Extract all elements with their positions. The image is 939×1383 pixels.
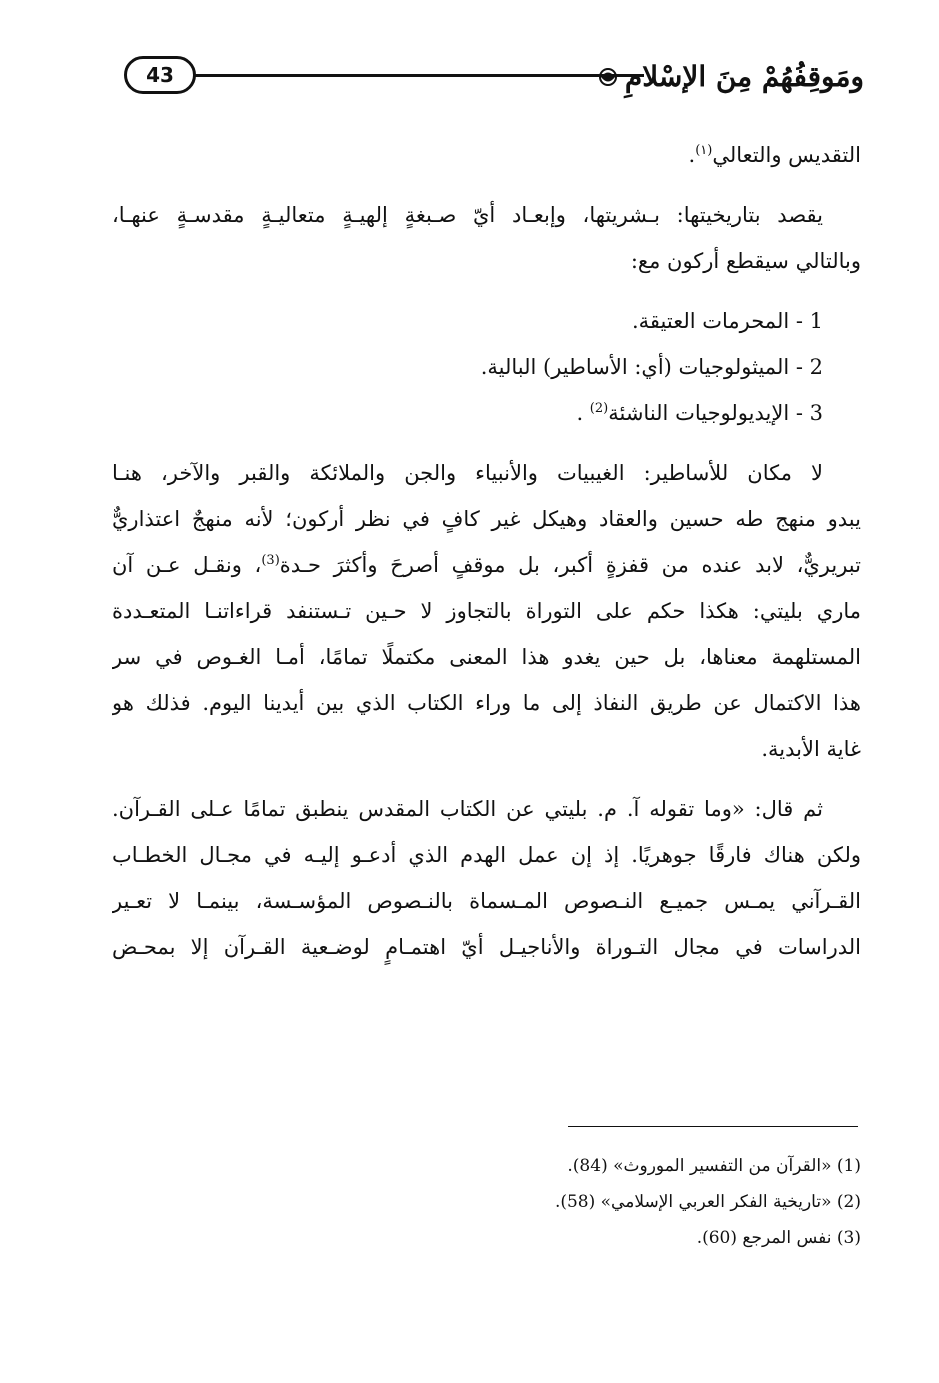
running-title: [597, 52, 864, 102]
ornament-icon: [597, 66, 619, 88]
body-text: [112, 132, 861, 970]
footnote-item: (2) «تاريخية الفكر العربي الإسلامي» (58).: [554, 1192, 861, 1212]
body-line: يبدو منهج طه حسين والعقاد وهيكل غير كافٍ في نظر أركون؛ لأنه منهجٌ اعتذاريٌّ: [112, 507, 861, 531]
body-line: غاية الأبدية.: [761, 737, 861, 761]
running-title-text: ومَوقِفُهُمْ مِنَ الإسْلامِ: [624, 60, 864, 93]
list-item: 3 - الإيديولوجيات الناشئة$^{(2)}$ .: [576, 401, 823, 425]
body-line: لا مكان للأساطير: الغيبيات والأنبياء والجن والملائكة والقبر والآخر، هنـا: [112, 461, 823, 485]
body-line: ثم قال: «وما تقوله آ. م. بليتي عن الكتاب المقدس ينطبق تمامًا عـلى القـرآن.: [112, 797, 823, 821]
footnote-rule: [568, 1126, 858, 1127]
footnote-item: (1) «القرآن من التفسير الموروث» (84).: [567, 1156, 861, 1176]
body-line: ولكن هناك فارقًا جوهريًا. إذ إن عمل الهدم الذي أدعـو إليـه في مجـال الخطـاب: [112, 843, 861, 867]
footnote-item: (3) نفس المرجع (60).: [696, 1228, 861, 1248]
footnotes: [361, 1148, 861, 1256]
footnote-ref: (١): [695, 143, 713, 158]
body-line: تبريريٌّ، لابد عنده من قفزةٍ أكبر، بل موقفٍ أصرحَ وأكثرَ حـدة$^{(3)}$، ونقـل عـن آن: [112, 553, 861, 577]
body-line: ماري بليتي: هكذا حكم على التوراة بالتجاوز لا حـين تـستنفد قراءاتنـا المتعـددة: [112, 599, 861, 623]
page-header: [124, 52, 864, 108]
body-line: التقديس والتعالي$^{(١)}$.: [688, 143, 861, 167]
list-item: 2 - الميثولوجيات (أي: الأساطير) البالية.: [480, 355, 823, 379]
footnote-ref: (2): [589, 401, 609, 416]
header-rule: [194, 74, 644, 77]
page-number: 43: [124, 56, 196, 94]
body-line: وبالتالي سيقطع أركون مع:: [630, 249, 861, 273]
body-line: هذا الاكتمال عن طريق النفاذ إلى ما وراء الكتاب الذي بين أيدينا اليوم. فذلك هو: [112, 691, 861, 715]
body-line: المستلهمة معناها، بل حين يغدو هذا المعنى مكتملًا تمامًا، أمـا الغـوص في سر: [112, 645, 861, 669]
body-line: القـرآني يمـس جميـع النـصوص المـسماة بالنـصوص المؤسـسة، بينمـا لا تعـير: [112, 889, 861, 913]
body-line: يقصد بتاريخيتها: بـشريتها، وإبعـاد أيّ صـبغةٍ إلهيـةٍ متعاليـةٍ مقدسـةٍ عنهـا،: [112, 203, 823, 227]
list-item: 1 - المحرمات العتيقة.: [631, 309, 823, 333]
footnote-ref: (3): [261, 553, 280, 568]
body-line: الدراسات في مجال التـوراة والأناجيـل أيّ اهتمـامٍ لوضـعية القـرآن إلا بمحـض: [112, 935, 861, 959]
